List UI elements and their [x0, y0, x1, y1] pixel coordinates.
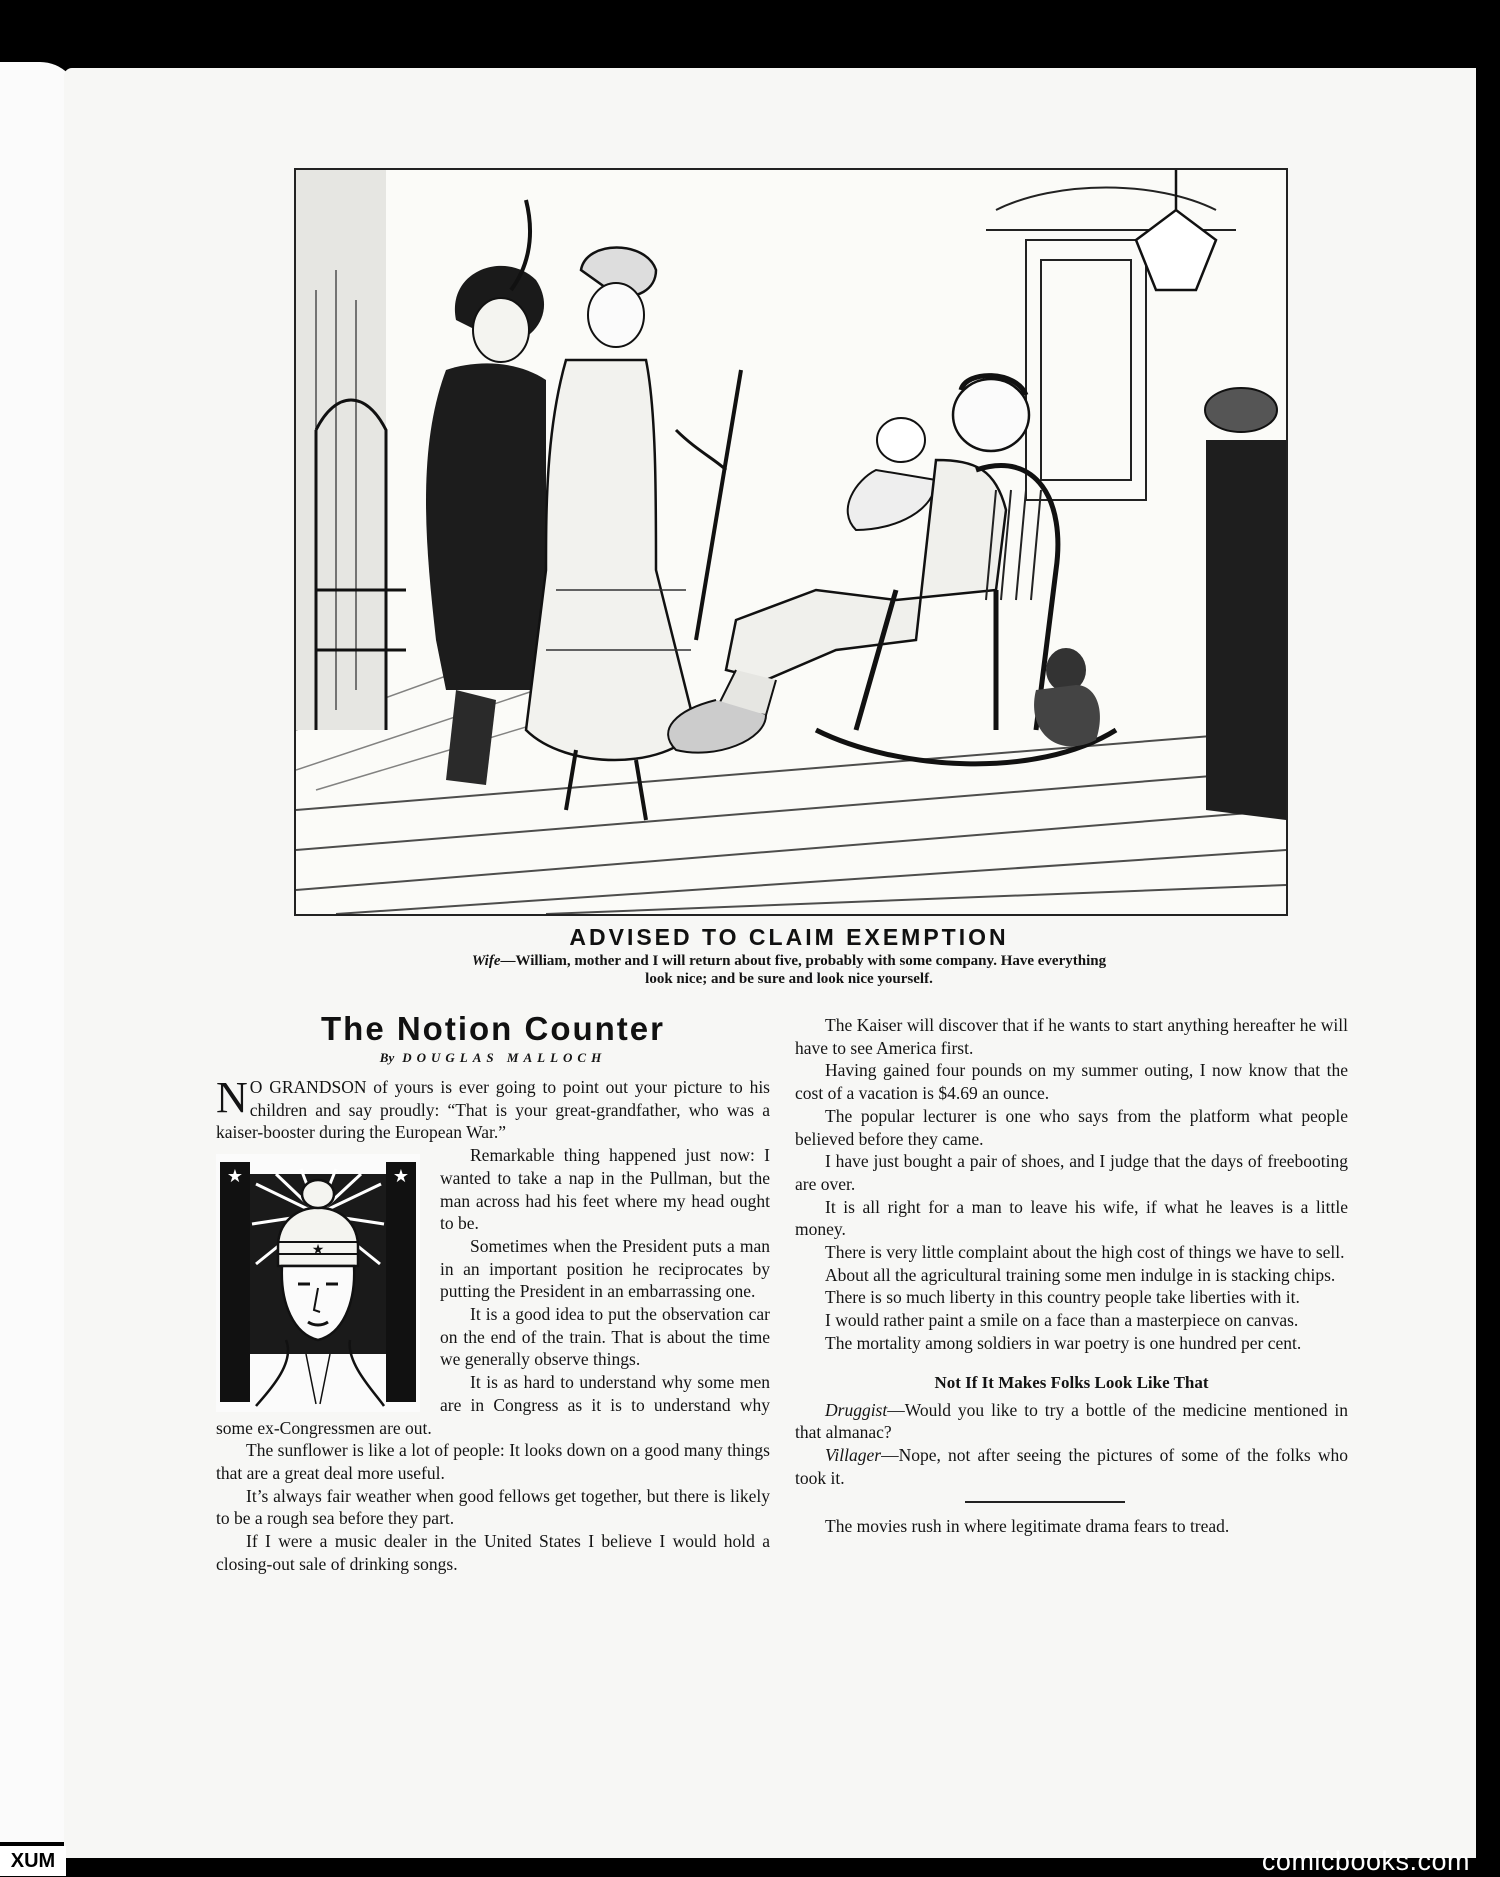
section-divider: [965, 1501, 1125, 1503]
left-paragraph-2: Sometimes when the President puts a man in an important position he reciprocates by putting the President in an embarrassing one.: [440, 1235, 770, 1302]
caption-line-1: [384, 952, 1194, 970]
lead-text: O GRANDSON of yours is ever going to point out your picture to his children and say proudly: “That is your great-grandfather, who was a kaiser-booster during the European War.”: [216, 1077, 770, 1143]
drop-cap: N: [216, 1073, 248, 1122]
left-paragraph-1: Remarkable thing happened just now: I wanted to take a nap in the Pullman, but the man across had his feet where my head ought to be.: [440, 1145, 770, 1234]
caption-line-2: look nice; and be sure and look nice yourself.: [645, 971, 933, 987]
corner-badge: XUM: [0, 1846, 66, 1876]
cartoon-illustration: [294, 168, 1288, 916]
svg-text:★: ★: [392, 1166, 410, 1188]
left-paragraph-6: It’s always fair weather when good fellows get together, but there is likely to be a rough sea before they part.: [216, 1485, 770, 1529]
right-paragraph-6: There is very little complaint about the high cost of things we have to sell.: [825, 1242, 1345, 1263]
byline-prefix: By: [379, 1050, 395, 1065]
lead-paragraph: [216, 1073, 770, 1144]
right-paragraph-2: Having gained four pounds on my summer outing, I now know that the cost of a vacation is $4.69 an ounce.: [795, 1060, 1348, 1104]
right-paragraph-5: It is all right for a man to leave his wife, if what he leaves is a little money.: [795, 1196, 1348, 1240]
liberty-portrait-drawing: [216, 1154, 420, 1412]
right-paragraph-10: The mortality among soldiers in war poetry is one hundred per cent.: [825, 1332, 1302, 1353]
dialogue-speaker-1: Druggist: [825, 1399, 888, 1420]
dialogue-line-1: [795, 1399, 1348, 1444]
caption-speaker: Wife: [471, 953, 501, 969]
byline: [216, 1050, 770, 1066]
left-paragraph-5: The sunflower is like a lot of people: It looks down on a good many things that are a great deal more useful.: [216, 1440, 770, 1483]
liberty-portrait: [216, 1154, 420, 1412]
dialogue-text-2: —Nope, not after seeing the pictures of some of the folks who took it.: [795, 1444, 1348, 1488]
svg-text:★: ★: [226, 1166, 244, 1188]
right-paragraph-7: About all the agricultural training some men indulge in is stacking chips.: [825, 1264, 1336, 1285]
article-title: The Notion Counter: [321, 1010, 665, 1047]
left-paragraph-4: It is as hard to understand why some men are in Congress as it is to understand why some ex-Congressmen are out.: [216, 1372, 770, 1438]
right-paragraph-8: There is so much liberty in this country people take liberties with it.: [825, 1287, 1300, 1308]
byline-name: DOUGLAS MALLOCH: [402, 1050, 607, 1065]
cartoon-drawing: [296, 170, 1286, 914]
caption-text: [384, 952, 1194, 988]
right-column: [795, 1014, 1348, 1538]
left-paragraph-3: It is a good idea to put the observation car on the end of the train. That is about the time we generally observe things.: [440, 1304, 770, 1370]
dialogue-speaker-2: Villager: [825, 1444, 882, 1465]
caption-title: ADVISED TO CLAIM EXEMPTION: [569, 924, 1009, 950]
right-paragraph-1: The Kaiser will discover that if he wants to start anything hereafter he will have to see America first.: [795, 1015, 1348, 1058]
dialogue-line-2: [795, 1444, 1348, 1489]
joke-subhead: Not If It Makes Folks Look Like That: [934, 1372, 1209, 1392]
dialogue-text-1: —Would you like to try a bottle of the medicine mentioned in that almanac?: [795, 1399, 1348, 1443]
left-paragraph-7: If I were a music dealer in the United States I believe I would hold a closing-out sale of drinking songs.: [216, 1531, 770, 1574]
watermark-text: comicbooks.com: [1261, 1846, 1470, 1876]
caption-line-1-text: —William, mother and I will return about five, probably with some company. Have everything: [500, 953, 1107, 969]
svg-text:★: ★: [311, 1242, 325, 1259]
closing-line: The movies rush in where legitimate drama fears to tread.: [825, 1516, 1230, 1537]
right-paragraph-9: I would rather paint a smile on a face than a masterpiece on canvas.: [825, 1310, 1299, 1331]
left-column: [216, 1008, 770, 1575]
right-paragraph-4: I have just bought a pair of shoes, and I judge that the days of freebooting are over.: [795, 1151, 1348, 1194]
right-paragraph-3: The popular lecturer is one who says from the platform what people believed before they came.: [795, 1105, 1348, 1149]
